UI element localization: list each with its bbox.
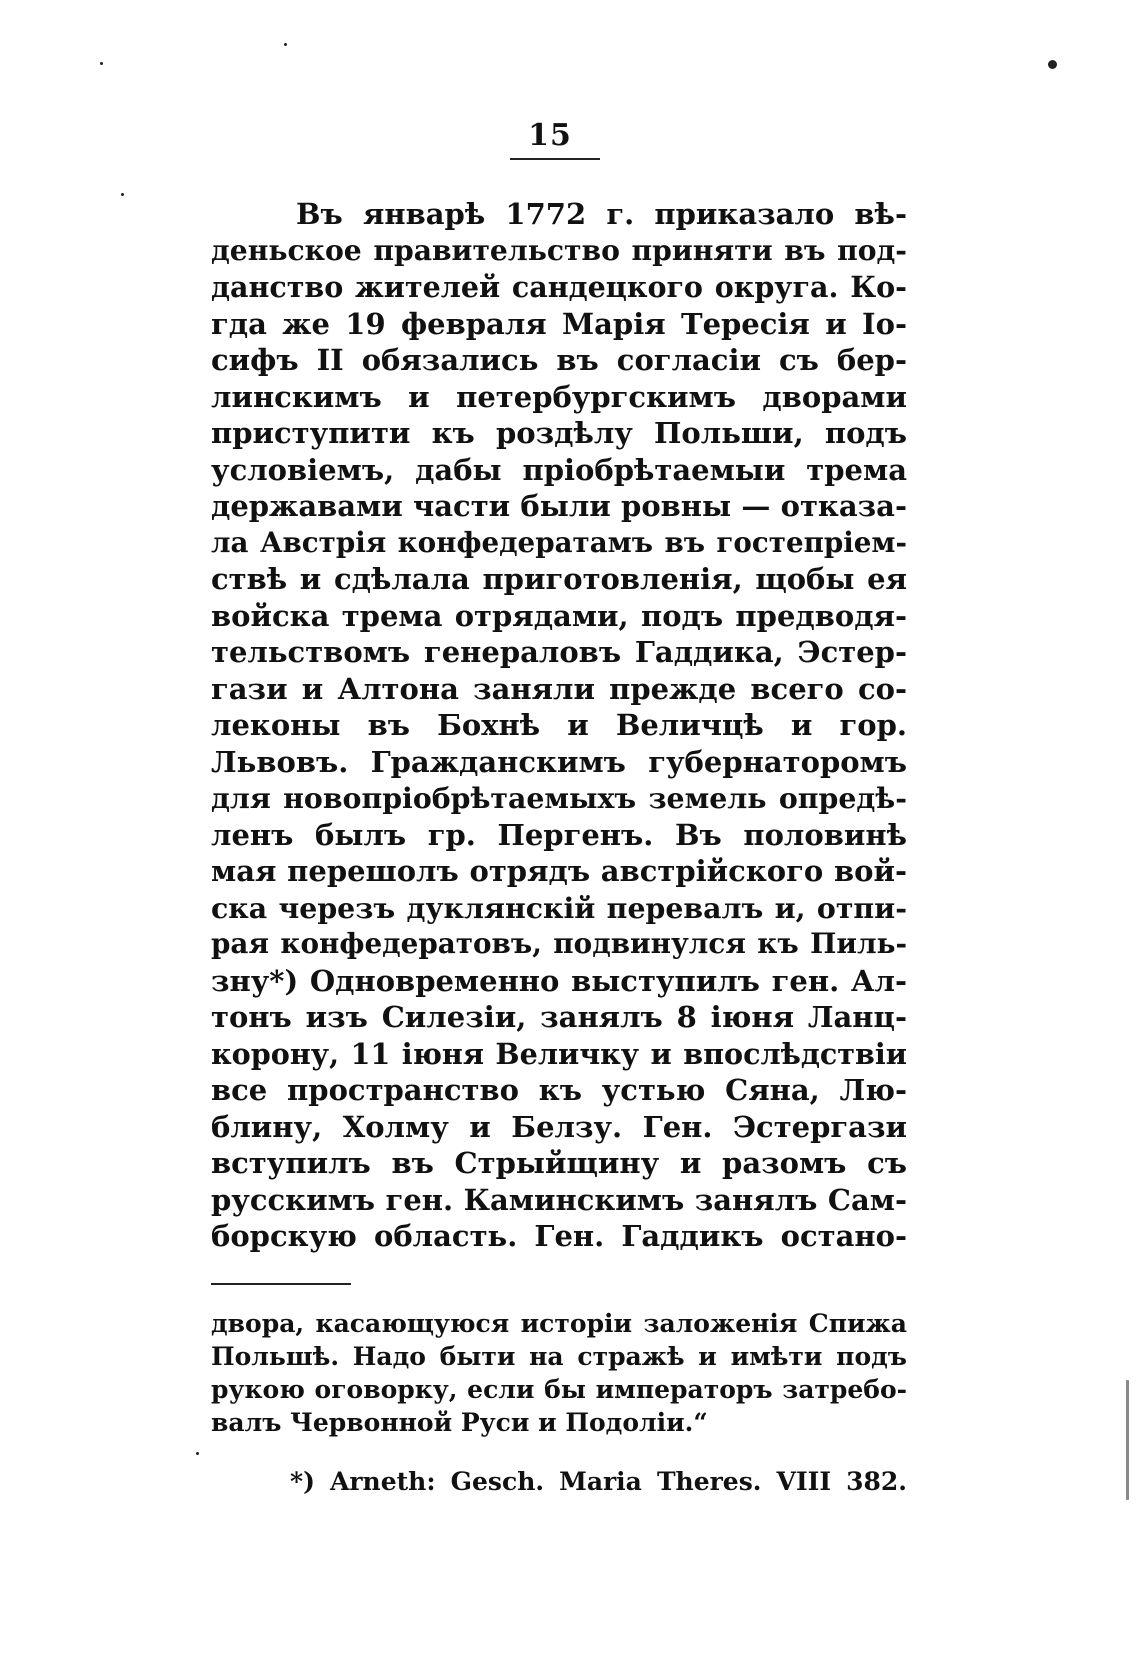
body-text: [211, 196, 907, 1255]
text-line: мая перешолъ отрядъ австрійского вой-: [211, 854, 907, 888]
text-line: приступити къ роздѣлу Польши, подъ: [211, 416, 907, 450]
text-line: зну*) Одновременно выступилъ ген. Ал-: [211, 963, 907, 998]
text-line: корону, 11 іюня Величку и впослѣдствіи: [211, 1036, 907, 1071]
text-line: данство жителей сандецкого округа. Ко-: [211, 270, 907, 304]
print-speck: [196, 1452, 199, 1455]
text-line: для новопріобрѣтаемыхъ земель опредѣ-: [211, 781, 907, 815]
text-line: вступилъ въ Стрыйщину и разомъ съ: [211, 1146, 907, 1180]
print-speck: [284, 43, 287, 46]
text-line: сифъ II обязались въ согласіи съ бер-: [211, 343, 907, 377]
footnote-line: валъ Червонной Руси и Подоліи.“: [211, 1408, 708, 1437]
text-line: Въ январѣ 1772 г. приказало вѣ-: [296, 197, 907, 231]
text-line: гда же 19 февраля Марія Тересія и Іо-: [211, 306, 907, 341]
text-line: леконы въ Бохнѣ и Величцѣ и гор.: [211, 708, 907, 742]
footnote-separator: [211, 1283, 351, 1285]
text-line: русскимъ ген. Каминскимъ занялъ Сам-: [211, 1182, 907, 1217]
text-line: державами части были ровны — отказа-: [211, 489, 907, 523]
print-speck: [1048, 60, 1057, 69]
text-line: деньское правительство приняти въ под-: [211, 233, 907, 267]
text-line: линскимъ и петербургскимъ дворами: [211, 379, 907, 414]
text-line: ла Австрія конфедератамъ въ гостепріем-: [211, 525, 907, 559]
footnote-line: Польшѣ. Надо быти на стражѣ и имѣти подъ: [211, 1342, 907, 1371]
footnote-reference: *) Arneth: Gesch. Maria Theres. VIII 382.: [290, 1467, 907, 1496]
text-line: борскую область. Ген. Гаддикъ остано-: [211, 1219, 907, 1253]
text-line: рая конфедератовъ, подвинулся къ Пиль-: [211, 927, 907, 960]
text-line: условіемъ, дабы пріобрѣтаемыи трема: [211, 452, 907, 487]
text-line: все пространство къ устью Сяна, Лю-: [211, 1073, 907, 1107]
page-number: 15: [528, 118, 572, 153]
text-line: ска черезъ дуклянскій перевалъ и, отпи-: [211, 890, 907, 925]
text-line: тонъ изъ Силезіи, занялъ 8 іюня Ланц-: [211, 1000, 907, 1034]
text-line: тельствомъ генераловъ Гаддика, Эстер-: [211, 635, 907, 669]
text-line: Львовъ. Гражданскимъ губернаторомъ: [211, 744, 907, 779]
footnote-line: двора, касающуюся исторіи заложенія Спижа: [211, 1309, 907, 1338]
print-speck: [100, 62, 103, 65]
text-line: ленъ былъ гр. Пергенъ. Въ половинѣ: [211, 817, 907, 852]
text-line: гази и Алтона заняли прежде всего со-: [211, 671, 907, 706]
print-speck: [1126, 1380, 1129, 1500]
footnote-continuation: [211, 1307, 907, 1439]
text-line: блину, Холму и Белзу. Ген. Эстергази: [211, 1109, 907, 1144]
text-line: войска трема отрядами, подъ предводя-: [211, 598, 907, 633]
text-line: ствѣ и сдѣлала приготовленія, щобы ея: [211, 562, 907, 596]
page-number-rule: [510, 158, 600, 160]
footnote-line: рукою оговорку, если бы императоръ затребо-: [211, 1375, 907, 1404]
print-speck: [121, 193, 124, 196]
